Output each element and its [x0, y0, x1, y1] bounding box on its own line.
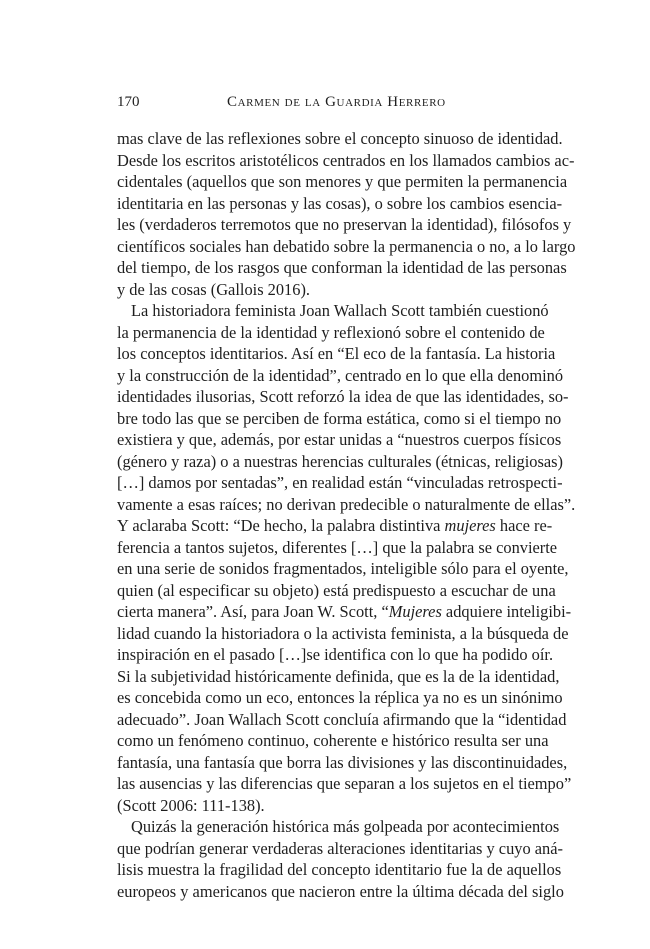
text-line — [117, 257, 567, 279]
text-segment: y la construcción de la identidad”, centrado en lo que ella denominó — [117, 365, 564, 385]
text-line — [117, 666, 560, 688]
text-segment: vamente a esas raíces; no derivan predecible o naturalmente de ellas”. — [117, 494, 576, 514]
text-segment: […] damos por sentadas”, en realidad están “vinculadas retrospecti- — [117, 473, 563, 492]
text-segment: la permanencia de la identidad y reflexionó sobre el contenido de — [117, 322, 545, 342]
text-segment: hace re- — [495, 516, 553, 535]
text-segment: científicos sociales han debatido sobre la permanencia o no, a lo largo — [117, 236, 576, 256]
text-line — [117, 494, 576, 516]
text-segment: los conceptos identitarios. Así en “El eco de la fantasía. La historia — [117, 344, 556, 363]
text-line — [117, 859, 562, 881]
text-line — [117, 838, 563, 860]
italic-text: Mujeres — [388, 602, 442, 621]
text-line — [117, 279, 537, 301]
text-segment: La historiadora feminista Joan Wallach Scott también cuestionó — [131, 301, 549, 320]
text-segment: europeos y americanos que nacieron entre la última década del siglo — [117, 881, 564, 901]
text-segment: Si la subjetividad históricamente definida, que es la de la identidad, — [117, 666, 560, 686]
text-segment: fantasía, una fantasía que borra las divisiones y las discontinuidades, — [117, 752, 568, 772]
text-line — [117, 558, 569, 580]
text-line — [117, 236, 576, 258]
text-line — [117, 795, 537, 817]
page-number: 170 — [117, 94, 140, 110]
text-segment: les (verdaderos terremotos que no preservan la identidad), filósofos y — [117, 215, 572, 234]
text-line — [117, 601, 572, 623]
text-segment: las ausencias y las diferencias que separan a los sujetos en el tiempo” — [117, 774, 572, 793]
italic-text: mujeres — [444, 516, 496, 535]
text-line — [117, 816, 560, 838]
text-segment: mas clave de las reflexiones sobre el concepto sinuoso de identidad. — [117, 129, 563, 148]
text-line — [117, 515, 553, 537]
text-segment: Quizás la generación histórica más golpeada por acontecimientos — [131, 817, 560, 836]
text-line — [117, 214, 572, 236]
text-line — [117, 193, 563, 215]
text-segment: lisis muestra la fragilidad del concepto identitario fue la de aquellos — [117, 860, 562, 879]
text-segment: cierta manera”. Así, para Joan W. Scott, “ — [117, 602, 389, 621]
text-line — [117, 580, 556, 602]
text-line — [117, 881, 564, 903]
running-title: Carmen de la Guardia Herrero — [227, 94, 446, 110]
text-line — [117, 365, 564, 387]
text-segment: quien (al especificar su objeto) está predispuesto a escuchar de una — [117, 580, 556, 600]
text-line — [117, 171, 568, 193]
text-line — [117, 386, 569, 408]
text-line — [117, 623, 569, 645]
text-line — [117, 343, 556, 365]
text-segment: adquiere inteligibi- — [441, 602, 572, 621]
text-line — [117, 472, 563, 494]
text-segment: Desde los escritos aristotélicos centrados en los llamados cambios ac- — [117, 150, 575, 170]
running-head — [117, 90, 537, 114]
text-segment: (género y raza) o a nuestras herencias culturales (étnicas, religiosas) — [117, 451, 563, 471]
text-line — [117, 300, 549, 322]
text-line — [117, 429, 562, 451]
text-segment: del tiempo, de los rasgos que conforman la identidad de las personas — [117, 258, 567, 277]
text-line — [117, 451, 563, 473]
text-segment: identidades ilusorias, Scott reforzó la idea de que las identidades, so- — [117, 387, 569, 406]
text-line — [117, 644, 554, 666]
text-segment: como un fenómeno continuo, coherente e histórico resulta ser una — [117, 731, 549, 750]
text-line — [117, 408, 562, 430]
text-segment: cidentales (aquellos que son menores y que permiten la permanencia — [117, 172, 568, 191]
body-text — [117, 128, 576, 902]
text-segment: en una serie de sonidos fragmentados, inteligible sólo para el oyente, — [117, 559, 569, 578]
text-line — [117, 687, 563, 709]
text-segment: que podrían generar verdaderas alteraciones identitarias y cuyo aná- — [117, 838, 563, 858]
text-segment: ferencia a tantos sujetos, diferentes […] que la palabra se convierte — [117, 537, 558, 557]
text-segment: adecuado”. Joan Wallach Scott concluía afirmando que la “identidad — [117, 709, 567, 729]
text-line — [117, 537, 558, 559]
text-segment: es concebida como un eco, entonces la réplica ya no es un sinónimo — [117, 688, 563, 707]
text-line — [117, 128, 563, 150]
text-segment: bre todo las que se perciben de forma estática, como si el tiempo no — [117, 408, 562, 428]
text-segment: lidad cuando la historiadora o la activista feminista, a la búsqueda de — [117, 623, 569, 643]
text-line — [117, 730, 549, 752]
text-segment: existiera y que, además, por estar unidas a “nuestros cuerpos físicos — [117, 430, 562, 449]
text-line — [117, 773, 572, 795]
text-line — [117, 709, 567, 731]
text-line — [117, 150, 575, 172]
text-segment: identitaria en las personas y las cosas), o sobre los cambios esencia- — [117, 193, 563, 213]
text-segment: y de las cosas (Gallois 2016). — [117, 279, 311, 299]
text-line — [117, 322, 545, 344]
text-segment: inspiración en el pasado […]se identifica con lo que ha podido oír. — [117, 645, 554, 664]
text-line — [117, 752, 568, 774]
text-segment: (Scott 2006: 111-138). — [117, 795, 265, 815]
text-segment: Y aclaraba Scott: “De hecho, la palabra distintiva — [117, 516, 445, 535]
